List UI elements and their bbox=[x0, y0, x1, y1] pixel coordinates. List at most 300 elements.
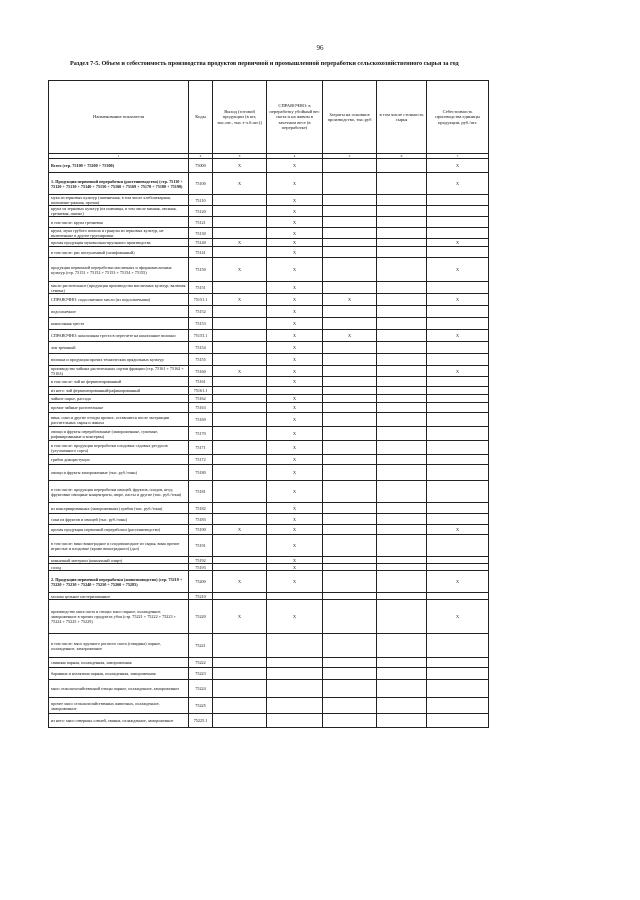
code-cell: 75220 bbox=[189, 600, 213, 634]
indicator-name-cell: СПРАВОЧНО: подсолнечное масло (из подсолнечника) bbox=[49, 294, 189, 306]
raw-material-cost-cell bbox=[377, 294, 427, 306]
table-row bbox=[49, 600, 489, 634]
code-cell: 75151 bbox=[189, 282, 213, 294]
table-row bbox=[49, 330, 489, 342]
unit-cost-cell: X bbox=[427, 571, 489, 593]
output-cell bbox=[213, 387, 267, 395]
code-cell: 75182 bbox=[189, 503, 213, 514]
unit-cost-cell bbox=[427, 535, 489, 557]
reference-cell: X bbox=[267, 247, 323, 258]
output-cell bbox=[213, 465, 267, 481]
code-cell: 75160 bbox=[189, 366, 213, 377]
output-cell bbox=[213, 427, 267, 441]
unit-cost-cell: X bbox=[427, 366, 489, 377]
table-row bbox=[49, 217, 489, 228]
column-number: 1 bbox=[49, 154, 189, 159]
output-cell bbox=[213, 481, 267, 503]
indicator-name-cell: подсолнечное bbox=[49, 306, 189, 318]
indicator-name-cell: крупа, мука грубого помола и гранулы из зерновых культур, не включенные в другие группировки bbox=[49, 228, 189, 239]
table-row bbox=[49, 634, 489, 658]
output-cell bbox=[213, 557, 267, 564]
code-cell: 75169 bbox=[189, 413, 213, 427]
unit-cost-cell bbox=[427, 247, 489, 258]
table-row bbox=[49, 206, 489, 217]
indicator-name-cell: лен трепаный bbox=[49, 342, 189, 354]
cost-cell bbox=[323, 658, 377, 668]
table-row bbox=[49, 441, 489, 455]
column-number: 3 bbox=[213, 154, 267, 159]
code-cell: 75153 bbox=[189, 318, 213, 330]
raw-material-cost-cell bbox=[377, 503, 427, 514]
header-cell: Себестоимость производства единицы продукции, руб./шт. bbox=[427, 81, 489, 154]
unit-cost-cell: X bbox=[427, 239, 489, 247]
code-cell: 75225.1 bbox=[189, 714, 213, 728]
reference-cell bbox=[267, 634, 323, 658]
indicator-name-cell: продукция первичной переработки масличных и эфирномасличных культур (стр. 75151 + 75152 + 75153 + 75154 + 75155) bbox=[49, 258, 189, 282]
table-row bbox=[49, 377, 489, 387]
code-cell: 75191 bbox=[189, 535, 213, 557]
table-row bbox=[49, 258, 489, 282]
code-cell: 75210 bbox=[189, 593, 213, 600]
code-cell: 75224 bbox=[189, 680, 213, 698]
cost-cell bbox=[323, 564, 377, 571]
indicator-name-cell: производство чайных растительных сортов фракции (стр. 75161 + 75162 + 75163) bbox=[49, 366, 189, 377]
code-cell: 75150 bbox=[189, 258, 213, 282]
table-row bbox=[49, 318, 489, 330]
output-cell bbox=[213, 698, 267, 714]
table-row bbox=[49, 658, 489, 668]
code-cell: 75221 bbox=[189, 634, 213, 658]
cost-cell bbox=[323, 395, 377, 403]
indicator-name-cell: 1. Продукция первичной переработки (растениеводство) (стр. 75110 + 75120 + 75130 + 75140 + 75150 + 75160 + 75169 + 75170 + 75180 + 75190) bbox=[49, 173, 189, 195]
raw-material-cost-cell bbox=[377, 441, 427, 455]
reference-cell: X bbox=[267, 330, 323, 342]
unit-cost-cell bbox=[427, 306, 489, 318]
raw-material-cost-cell bbox=[377, 217, 427, 228]
unit-cost-cell: X bbox=[427, 294, 489, 306]
column-number: 7 bbox=[427, 154, 489, 159]
table-row bbox=[49, 668, 489, 680]
code-cell: 75000 bbox=[189, 159, 213, 173]
output-cell bbox=[213, 377, 267, 387]
raw-material-cost-cell bbox=[377, 318, 427, 330]
table-row bbox=[49, 714, 489, 728]
cost-cell bbox=[323, 228, 377, 239]
unit-cost-cell bbox=[427, 658, 489, 668]
reference-cell: X bbox=[267, 217, 323, 228]
code-cell: 75121 bbox=[189, 217, 213, 228]
unit-cost-cell bbox=[427, 427, 489, 441]
raw-material-cost-cell bbox=[377, 427, 427, 441]
reference-cell bbox=[267, 714, 323, 728]
reference-cell: X bbox=[267, 465, 323, 481]
column-number: 2 bbox=[189, 154, 213, 159]
indicator-name-cell: мука из зерновых культур (пшеничная, в том числе хлебопекарная, пшенично-ржаная, прочая) bbox=[49, 195, 189, 206]
output-cell bbox=[213, 282, 267, 294]
reference-cell: X bbox=[267, 571, 323, 593]
cost-cell bbox=[323, 535, 377, 557]
unit-cost-cell bbox=[427, 455, 489, 465]
unit-cost-cell bbox=[427, 465, 489, 481]
raw-material-cost-cell bbox=[377, 455, 427, 465]
reference-cell: X bbox=[267, 282, 323, 294]
cost-cell bbox=[323, 600, 377, 634]
raw-material-cost-cell bbox=[377, 366, 427, 377]
code-cell: 75153.1 bbox=[189, 330, 213, 342]
indicator-name-cell: СПРАВОЧНО: конопляная треста в пересчете на конопляное волокно bbox=[49, 330, 189, 342]
raw-material-cost-cell bbox=[377, 481, 427, 503]
raw-material-cost-cell bbox=[377, 525, 427, 535]
code-cell: 75141 bbox=[189, 247, 213, 258]
table-row bbox=[49, 239, 489, 247]
table-row bbox=[49, 403, 489, 413]
reference-cell: X bbox=[267, 455, 323, 465]
cost-cell bbox=[323, 354, 377, 366]
raw-material-cost-cell bbox=[377, 714, 427, 728]
unit-cost-cell bbox=[427, 714, 489, 728]
output-cell bbox=[213, 535, 267, 557]
reference-cell bbox=[267, 668, 323, 680]
raw-material-cost-cell bbox=[377, 258, 427, 282]
output-cell: X bbox=[213, 366, 267, 377]
code-cell: 75130 bbox=[189, 228, 213, 239]
unit-cost-cell bbox=[427, 680, 489, 698]
raw-material-cost-cell bbox=[377, 306, 427, 318]
page-number: 96 bbox=[316, 44, 324, 52]
reference-cell: X bbox=[267, 206, 323, 217]
output-cell bbox=[213, 403, 267, 413]
raw-material-cost-cell bbox=[377, 206, 427, 217]
output-cell bbox=[213, 593, 267, 600]
header-cell: Коды bbox=[189, 81, 213, 154]
cost-cell bbox=[323, 258, 377, 282]
cost-cell bbox=[323, 441, 377, 455]
table-row bbox=[49, 455, 489, 465]
output-cell bbox=[213, 354, 267, 366]
cost-cell bbox=[323, 668, 377, 680]
output-cell bbox=[213, 413, 267, 427]
code-cell: 75170 bbox=[189, 427, 213, 441]
table-row bbox=[49, 698, 489, 714]
output-cell bbox=[213, 318, 267, 330]
code-cell: 75222 bbox=[189, 658, 213, 668]
table-row bbox=[49, 282, 489, 294]
raw-material-cost-cell bbox=[377, 228, 427, 239]
indicator-name-cell: крупа из зерновых культур (из пшеницы, в том числе манная, овсяная, гречневая, пшено) bbox=[49, 206, 189, 217]
unit-cost-cell bbox=[427, 564, 489, 571]
unit-cost-cell: X bbox=[427, 159, 489, 173]
output-cell bbox=[213, 195, 267, 206]
table-row bbox=[49, 535, 489, 557]
reference-cell: X bbox=[267, 159, 323, 173]
indicator-name-cell: из консервированных (замороженных) грибов (тыс. руб./тонн) bbox=[49, 503, 189, 514]
reference-cell: X bbox=[267, 535, 323, 557]
code-cell: 75161 bbox=[189, 377, 213, 387]
unit-cost-cell bbox=[427, 217, 489, 228]
indicator-name-cell: из него: мясо северных оленей, свиньи, охлажденное, замороженное bbox=[49, 714, 189, 728]
unit-cost-cell: X bbox=[427, 600, 489, 634]
cost-cell bbox=[323, 306, 377, 318]
unit-cost-cell bbox=[427, 593, 489, 600]
table-row bbox=[49, 525, 489, 535]
cost-cell bbox=[323, 465, 377, 481]
indicator-name-cell: свинина парная, охлажденная, замороженная bbox=[49, 658, 189, 668]
indicator-name-cell: конопляная треста bbox=[49, 318, 189, 330]
indicator-name-cell: в том числе: продукция переработки плодовых садовых ресурсов (улучшенного сорта) bbox=[49, 441, 189, 455]
output-cell bbox=[213, 206, 267, 217]
code-cell: 75120 bbox=[189, 206, 213, 217]
reference-cell: X bbox=[267, 427, 323, 441]
indicator-name-cell: чайное сырье, рассада bbox=[49, 395, 189, 403]
unit-cost-cell: X bbox=[427, 525, 489, 535]
raw-material-cost-cell bbox=[377, 395, 427, 403]
unit-cost-cell bbox=[427, 698, 489, 714]
raw-material-cost-cell bbox=[377, 658, 427, 668]
unit-cost-cell bbox=[427, 377, 489, 387]
table-row bbox=[49, 413, 489, 427]
output-cell bbox=[213, 564, 267, 571]
indicator-name-cell: производство мяса скота и птицы: мясо парное, охлажденное, замороженное в прочих продуктах убоя (стр. 75221 + 75222 + 75223 + 75224 + 75225 + 75229) bbox=[49, 600, 189, 634]
output-cell bbox=[213, 455, 267, 465]
unit-cost-cell bbox=[427, 413, 489, 427]
table-row bbox=[49, 306, 489, 318]
indicator-name-cell: в том числе: чай не ферментированный bbox=[49, 377, 189, 387]
indicator-name-cell: прочее мясо сельскохозяйственных животных, охлажденное, замороженное bbox=[49, 698, 189, 714]
cost-cell bbox=[323, 680, 377, 698]
production-table bbox=[48, 80, 489, 728]
table-row bbox=[49, 195, 489, 206]
table-row bbox=[49, 564, 489, 571]
unit-cost-cell bbox=[427, 354, 489, 366]
table-row bbox=[49, 514, 489, 525]
unit-cost-cell bbox=[427, 481, 489, 503]
table-row bbox=[49, 354, 489, 366]
cost-cell bbox=[323, 481, 377, 503]
raw-material-cost-cell bbox=[377, 377, 427, 387]
reference-cell: X bbox=[267, 564, 323, 571]
output-cell bbox=[213, 514, 267, 525]
reference-cell: X bbox=[267, 395, 323, 403]
indicator-name-cell: баранина и козлятина парная, охлажденная, замороженная bbox=[49, 668, 189, 680]
reference-cell: X bbox=[267, 318, 323, 330]
cost-cell: X bbox=[323, 294, 377, 306]
raw-material-cost-cell bbox=[377, 680, 427, 698]
output-cell bbox=[213, 714, 267, 728]
unit-cost-cell bbox=[427, 668, 489, 680]
cost-cell bbox=[323, 366, 377, 377]
unit-cost-cell bbox=[427, 634, 489, 658]
cost-cell bbox=[323, 514, 377, 525]
code-cell: 75181 bbox=[189, 481, 213, 503]
raw-material-cost-cell bbox=[377, 195, 427, 206]
reference-cell: X bbox=[267, 173, 323, 195]
reference-cell: X bbox=[267, 228, 323, 239]
unit-cost-cell bbox=[427, 342, 489, 354]
unit-cost-cell: X bbox=[427, 330, 489, 342]
code-cell: 75192 bbox=[189, 557, 213, 564]
cost-cell bbox=[323, 173, 377, 195]
indicator-name-cell: соки из фруктов и овощей (тыс. руб./тонн) bbox=[49, 514, 189, 525]
header-cell: СПРАВОЧНО: в переработку убойный вес скота и на живом в зачетном весе (в переработке) bbox=[267, 81, 323, 154]
table-row bbox=[49, 481, 489, 503]
output-cell bbox=[213, 330, 267, 342]
header-cell: Наименование показателя bbox=[49, 81, 189, 154]
output-cell: X bbox=[213, 258, 267, 282]
code-cell: 75183 bbox=[189, 514, 213, 525]
column-number: 6 bbox=[377, 154, 427, 159]
raw-material-cost-cell bbox=[377, 159, 427, 173]
output-cell bbox=[213, 395, 267, 403]
reference-cell: X bbox=[267, 306, 323, 318]
output-cell: X bbox=[213, 600, 267, 634]
reference-cell: X bbox=[267, 514, 323, 525]
cost-cell bbox=[323, 247, 377, 258]
reference-cell: X bbox=[267, 403, 323, 413]
table-row bbox=[49, 247, 489, 258]
cost-cell bbox=[323, 571, 377, 593]
output-cell bbox=[213, 680, 267, 698]
cost-cell bbox=[323, 217, 377, 228]
cost-cell bbox=[323, 698, 377, 714]
output-cell bbox=[213, 342, 267, 354]
code-cell: 75225 bbox=[189, 698, 213, 714]
raw-material-cost-cell bbox=[377, 330, 427, 342]
indicator-name-cell: в том числе: рис шелушенный (шлифованный) bbox=[49, 247, 189, 258]
raw-material-cost-cell bbox=[377, 413, 427, 427]
code-cell: 75155 bbox=[189, 354, 213, 366]
code-cell: 75162 bbox=[189, 395, 213, 403]
unit-cost-cell bbox=[427, 557, 489, 564]
indicator-name-cell: прочая продукция первичной переработки (растениеводство) bbox=[49, 525, 189, 535]
reference-cell: X bbox=[267, 294, 323, 306]
cost-cell bbox=[323, 342, 377, 354]
reference-cell: X bbox=[267, 600, 323, 634]
unit-cost-cell bbox=[427, 387, 489, 395]
reference-cell: X bbox=[267, 239, 323, 247]
reference-cell: X bbox=[267, 342, 323, 354]
cost-cell bbox=[323, 318, 377, 330]
cost-cell bbox=[323, 206, 377, 217]
raw-material-cost-cell bbox=[377, 634, 427, 658]
unit-cost-cell bbox=[427, 514, 489, 525]
indicator-name-cell: в том числе: вино виноградное и плодовоягодное из сырья, вина прочие игристые и плодовые (кроме виноградного) (дал) bbox=[49, 535, 189, 557]
cost-cell bbox=[323, 195, 377, 206]
raw-material-cost-cell bbox=[377, 403, 427, 413]
reference-cell bbox=[267, 593, 323, 600]
raw-material-cost-cell bbox=[377, 173, 427, 195]
cost-cell bbox=[323, 239, 377, 247]
code-cell: 75100 bbox=[189, 173, 213, 195]
indicator-name-cell: масло растительное (продукция производства масличных культур, включая семена) bbox=[49, 282, 189, 294]
output-cell bbox=[213, 247, 267, 258]
table-row bbox=[49, 228, 489, 239]
table-row bbox=[49, 366, 489, 377]
raw-material-cost-cell bbox=[377, 668, 427, 680]
column-number: 5 bbox=[323, 154, 377, 159]
raw-material-cost-cell bbox=[377, 514, 427, 525]
output-cell bbox=[213, 217, 267, 228]
reference-cell bbox=[267, 658, 323, 668]
table-row bbox=[49, 593, 489, 600]
raw-material-cost-cell bbox=[377, 239, 427, 247]
output-cell bbox=[213, 503, 267, 514]
table-row bbox=[49, 294, 489, 306]
raw-material-cost-cell bbox=[377, 593, 427, 600]
indicator-name-cell: Всего (стр. 75100 + 75200 + 75300) bbox=[49, 159, 189, 173]
table-row bbox=[49, 395, 489, 403]
cost-cell bbox=[323, 387, 377, 395]
cost-cell bbox=[323, 427, 377, 441]
code-cell: 75151.1 bbox=[189, 294, 213, 306]
code-cell: 75154 bbox=[189, 342, 213, 354]
table-row bbox=[49, 342, 489, 354]
reference-cell bbox=[267, 387, 323, 395]
indicator-name-cell: коньячный материал (коньячный спирт) bbox=[49, 557, 189, 564]
indicator-name-cell: грибов дикорастущих bbox=[49, 455, 189, 465]
header-cell: Выход (готовой продукции (в шт, тыс.шт., тыс.т-э.б.шт.)) bbox=[213, 81, 267, 154]
indicator-name-cell: солод bbox=[49, 564, 189, 571]
output-cell: X bbox=[213, 294, 267, 306]
reference-cell: X bbox=[267, 377, 323, 387]
unit-cost-cell bbox=[427, 441, 489, 455]
cost-cell bbox=[323, 282, 377, 294]
unit-cost-cell bbox=[427, 195, 489, 206]
code-cell: 75163 bbox=[189, 403, 213, 413]
cost-cell bbox=[323, 455, 377, 465]
unit-cost-cell bbox=[427, 395, 489, 403]
column-number: 4 bbox=[267, 154, 323, 159]
output-cell: X bbox=[213, 159, 267, 173]
cost-cell: X bbox=[323, 330, 377, 342]
raw-material-cost-cell bbox=[377, 354, 427, 366]
output-cell: X bbox=[213, 525, 267, 535]
reference-cell: X bbox=[267, 354, 323, 366]
raw-material-cost-cell bbox=[377, 342, 427, 354]
reference-cell: X bbox=[267, 481, 323, 503]
code-cell: 75223 bbox=[189, 668, 213, 680]
indicator-name-cell: в том числе: мясо крупного рогатого скота (говядина) парное, охлажденное, замороженное bbox=[49, 634, 189, 658]
cost-cell bbox=[323, 593, 377, 600]
output-cell: X bbox=[213, 571, 267, 593]
code-cell: 75171 bbox=[189, 441, 213, 455]
raw-material-cost-cell bbox=[377, 465, 427, 481]
cost-cell bbox=[323, 377, 377, 387]
raw-material-cost-cell bbox=[377, 571, 427, 593]
table-row bbox=[49, 571, 489, 593]
unit-cost-cell: X bbox=[427, 173, 489, 195]
cost-cell bbox=[323, 403, 377, 413]
table-row bbox=[49, 159, 489, 173]
indicator-name-cell: прочая продукция мукомольно-крупяного производства bbox=[49, 239, 189, 247]
cost-cell bbox=[323, 503, 377, 514]
cost-cell bbox=[323, 557, 377, 564]
output-cell bbox=[213, 306, 267, 318]
indicator-name-cell: в том числе: крупа гречневая bbox=[49, 217, 189, 228]
header-cell: в том числе стоимость сырья bbox=[377, 81, 427, 154]
code-cell: 75110 bbox=[189, 195, 213, 206]
raw-material-cost-cell bbox=[377, 600, 427, 634]
indicator-name-cell: овощи и фрукты переработанные (замороженные, сушеные, рафинированные и консервы) bbox=[49, 427, 189, 441]
unit-cost-cell bbox=[427, 206, 489, 217]
indicator-name-cell: молоко цельное пастеризованное bbox=[49, 593, 189, 600]
indicator-name-cell: прочие чайные растительные bbox=[49, 403, 189, 413]
output-cell: X bbox=[213, 173, 267, 195]
unit-cost-cell bbox=[427, 503, 489, 514]
table-row bbox=[49, 465, 489, 481]
header-cell: Затраты на основное производство, тыс.руб bbox=[323, 81, 377, 154]
output-cell: X bbox=[213, 239, 267, 247]
reference-cell: X bbox=[267, 258, 323, 282]
